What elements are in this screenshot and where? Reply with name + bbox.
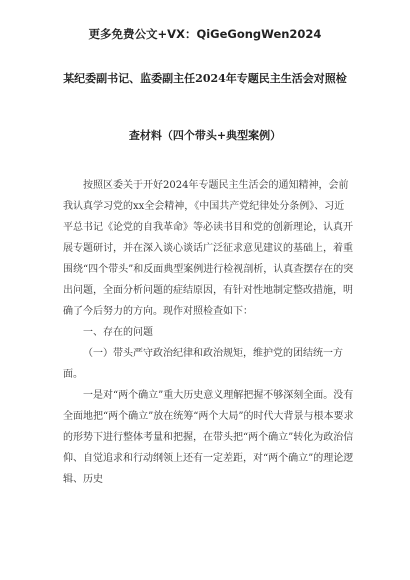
- document-title-line-1: 某纪委副书记、监委副主任2024年专题民主生活会对照检: [63, 72, 347, 85]
- section-heading: 一、存在的问题: [83, 327, 153, 338]
- body-paragraph: 一是对“两个确立”重大历史意义理解把握不够深刻全面。没有全面地把“两个确立”放在统筹“两个大局”的时代大背景与根本要求的形势下进行整体考量和把握，在带头把“两个确立”转化为政治信仰、自觉追求和行动纲领上还有一定差距，对“两个确立”的理论逻辑、历史: [63, 390, 354, 485]
- page-header: 更多免费公文+VX：QiGeGongWen2024: [88, 27, 322, 41]
- intro-paragraph: 按照区委关于开好2024年专题民主生活会的通知精神，会前我认真学习党的xx全会精神，《中国共产党纪律处分条例》、习近平总书记《论党的自我革命》等必读书目和党的创新理论，认真开展专题研讨，并在深入谈心谈话广泛征求意见建议的基础上，着重围绕“四个带头”和反面典型案例进行检视剖析，认真查摆存在的突出问题，全面分析问题的症结原因，有针对性地制定整改措施，明确了今后努力的方向。现作对照检查如下：: [63, 180, 354, 317]
- subsection-heading: （一）带头严守政治纪律和政治规矩，维护党的团结统一方面。: [63, 348, 343, 380]
- document-body: [63, 175, 354, 490]
- document-title-line-2: 查材料（四个带头+典型案例）: [128, 129, 282, 142]
